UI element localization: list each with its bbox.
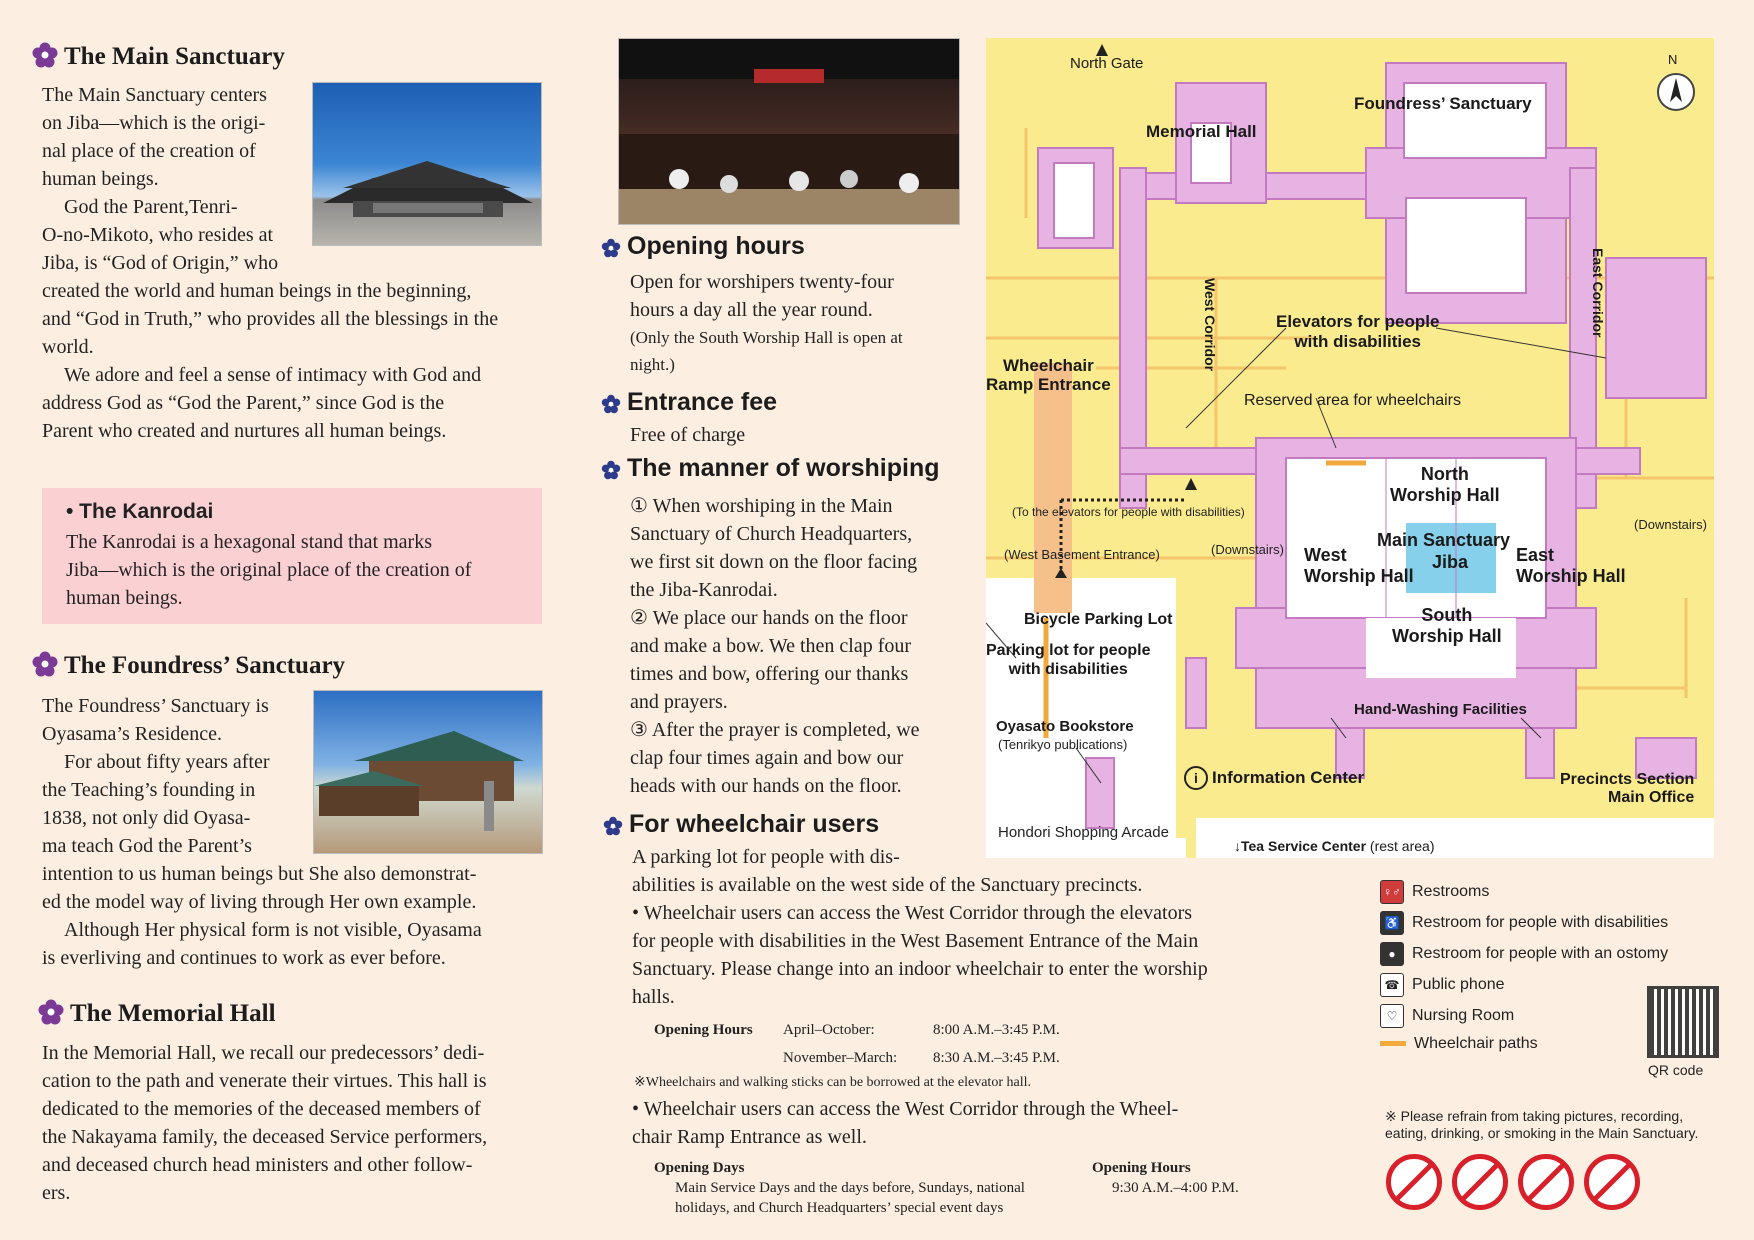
- legend-nursing: ♡ Nursing Room: [1380, 1004, 1514, 1028]
- memorial-heading: The Memorial Hall: [38, 999, 276, 1028]
- downstairs-left-label: (Downstairs): [1211, 542, 1284, 557]
- hand-washing-label: Hand-Washing Facilities: [1354, 701, 1527, 718]
- bookstore-sub-label: (Tenrikyo publications): [998, 737, 1128, 752]
- manner-heading: The manner of worshiping: [601, 454, 940, 483]
- restroom-icon: ♀♂: [1380, 880, 1404, 904]
- flower-icon: [32, 651, 58, 677]
- flower-icon: [601, 394, 621, 414]
- flower-icon: [601, 238, 621, 258]
- north-gate-label: North Gate: [1070, 55, 1144, 72]
- main-sanctuary-photo: [312, 82, 542, 246]
- north-worship-hall-label: North Worship Hall: [1390, 464, 1500, 505]
- legend-accessible: ♿ Restroom for people with disabilities: [1380, 911, 1668, 935]
- south-worship-hall-label: South Worship Hall: [1392, 605, 1502, 646]
- opening-hours-text: Open for worshipers twenty-four hours a day all the year round. (Only the South Worship Hall is open at night.): [630, 271, 903, 374]
- worshipers-image: [619, 39, 959, 224]
- step-2: ② We place our hands on the floor: [630, 607, 908, 629]
- east-corridor-label: East Corridor: [1590, 248, 1606, 338]
- bookstore-label: Oyasato Bookstore: [996, 718, 1134, 735]
- step-3: ③ After the prayer is completed, we: [630, 719, 920, 741]
- flower-icon: [38, 999, 64, 1025]
- qr-code[interactable]: [1647, 986, 1719, 1058]
- opening-days: Opening Days Main Service Days and the days before, Sundays, national holidays, and Church Headquarters’ special event days: [654, 1160, 1025, 1216]
- entrance-fee-text: Free of charge: [630, 424, 746, 446]
- wheelchair-ramp-label: Wheelchair Ramp Entrance: [986, 356, 1111, 394]
- west-worship-hall-label: West Worship Hall: [1304, 545, 1414, 586]
- worship-hall-photo: [618, 38, 960, 225]
- legend-restrooms: ♀♂ Restrooms: [1380, 880, 1489, 904]
- foundress-sanctuary-label: Foundress’ Sanctuary: [1354, 94, 1532, 113]
- information-center-label: i Information Center: [1184, 766, 1364, 790]
- legend-phone: ☎ Public phone: [1380, 973, 1505, 997]
- kanrodai-text: The Kanrodai is a hexagonal stand that marks Jiba—which is the original place of the creation of human beings.: [66, 531, 472, 609]
- accessible-restroom-icon: ♿: [1380, 911, 1404, 935]
- reserved-area-label: Reserved area for wheelchairs: [1244, 392, 1461, 409]
- precinct-map: [986, 38, 1714, 858]
- wheelchair-path-icon: [1380, 1041, 1406, 1046]
- main-sanctuary-heading: The Main Sanctuary: [32, 42, 552, 71]
- west-basement-label: (West Basement Entrance): [1004, 547, 1160, 562]
- no-smoking-icon: [1584, 1154, 1640, 1210]
- north-label: N: [1668, 52, 1678, 67]
- elevators-label: Elevators for people with disabilities: [1276, 312, 1440, 351]
- main-sanctuary-map-label: Main Sanctuary: [1377, 530, 1511, 550]
- west-corridor-label: West Corridor: [1202, 278, 1218, 372]
- sanctuary-building-image: [313, 83, 541, 245]
- map-drawing: [986, 38, 1714, 858]
- no-phone-icon: [1452, 1154, 1508, 1210]
- manner-steps: ① When worshiping in the Main Sanctuary of Church Headquarters, we first sit down on the floor facing the Jiba-Kanrodai. ② We place our hands on the floor and make a bow. We then clap four times and bow, offering our thanks and prayers. ③ After the prayer is completed, we clap four times again and bow our heads with our hands on the floor.: [630, 492, 975, 800]
- opening-hours-heading: Opening hours: [601, 232, 805, 261]
- entrance-fee-heading: Entrance fee: [601, 388, 777, 417]
- step-1: ① When worshiping in the Main: [630, 495, 893, 517]
- flower-icon: [601, 460, 621, 480]
- phone-icon: ☎: [1380, 973, 1404, 997]
- kanrodai-title: • The Kanrodai: [66, 500, 214, 523]
- refrain-note: ※ Please refrain from taking pictures, recording, eating, drinking, or smoking in the Main Sanctuary.: [1385, 1108, 1699, 1141]
- east-worship-hall-label: East Worship Hall: [1516, 545, 1626, 586]
- opening-hours-2: Opening Hours 9:30 A.M.–4:00 P.M.: [1092, 1160, 1239, 1196]
- wheelchair-hours-table: Opening Hours April–October: 8:00 A.M.–3:45 P.M. November–March: 8:30 A.M.–3:45 P.M.: [654, 1022, 1060, 1066]
- foundress-photo: [313, 690, 543, 854]
- wheelchair-b2: • Wheelchair users can access the West Corridor through the Wheel- chair Ramp Entrance as well.: [632, 1098, 1179, 1148]
- nursing-icon: ♡: [1380, 1004, 1404, 1028]
- memorial-text: In the Memorial Hall, we recall our predecessors’ dedi- cation to the path and venerate their virtues. This hall is dedicated to the memories of the deceased members of the Nakayama family, the deceased Service performers, and deceased church head ministers and other follow- ers.: [42, 1042, 488, 1204]
- downstairs-right-label: (Downstairs): [1634, 517, 1707, 532]
- flower-icon: [603, 816, 623, 836]
- arcade-label: Hondori Shopping Arcade: [998, 824, 1169, 841]
- tea-service-label: ↓Tea Service Center (rest area): [1234, 838, 1435, 854]
- precincts-office-label: Precincts Section Main Office: [1560, 771, 1695, 806]
- main-sanctuary-p2b: created the world and human beings in the beginning, and “God in Truth,” who provides all the blessings in the world. We adore and feel a sense of intimacy with God and address God as “God the Parent,” since God is the Parent who created and nurtures all human beings.: [42, 280, 499, 442]
- main-sanctuary-p1: The Main Sanctuary centers on Jiba—which is the origi- nal place of the creation of human beings. God the Parent,Tenri- O-no-Mikoto, who resides at Jiba, is “God of Origin,” who: [42, 84, 279, 274]
- prohibition-icons: [1386, 1154, 1650, 1215]
- no-eating-icon: [1518, 1154, 1574, 1210]
- memorial-hall-label: Memorial Hall: [1146, 122, 1257, 141]
- wheelchair-text: A parking lot for people with dis- abilities is available on the west side of the Sanctuary precincts. • Wheelchair users can access the West Corridor through the elevators for people with disabilities in the West Basement Entrance of the Main Sanctuary. Please change into an indoor wheelchair to enter the worship halls.: [632, 846, 1208, 1008]
- legend-wheelchair-path: Wheelchair paths: [1380, 1035, 1538, 1053]
- foundress-p1: The Foundress’ Sanctuary is Oyasama’s Residence. For about fifty years after the Teaching’s founding in 1838, not only did Oyasa- ma teach God the Parent’s: [42, 695, 270, 857]
- foundress-p2b: intention to us human beings but She also demonstrat- ed the model way of living through Her own example. Although Her physical form is not visible, Oyasama is everliving and continues to work as ever before.: [42, 863, 482, 969]
- foundress-building-image: [314, 691, 542, 853]
- to-elevators-label: (To the elevators for people with disabilities): [1012, 505, 1245, 519]
- qr-label: QR code: [1648, 1062, 1704, 1078]
- foundress-heading: The Foundress’ Sanctuary: [32, 651, 345, 680]
- parking-label: Parking lot for people with disabilities: [986, 642, 1151, 678]
- no-camera-icon: [1386, 1154, 1442, 1210]
- jiba-label: Jiba: [1432, 552, 1469, 572]
- bicycle-parking-label: Bicycle Parking Lot: [1024, 611, 1173, 628]
- wheelchair-note: ※Wheelchairs and walking sticks can be borrowed at the elevator hall.: [634, 1075, 1031, 1090]
- wheelchair-heading: For wheelchair users: [603, 810, 879, 839]
- info-icon: i: [1184, 766, 1208, 790]
- flower-icon: [32, 42, 58, 68]
- ostomy-icon: ●: [1380, 942, 1404, 966]
- legend-ostomy: ● Restroom for people with an ostomy: [1380, 942, 1668, 966]
- main-sanctuary-section: [32, 42, 552, 71]
